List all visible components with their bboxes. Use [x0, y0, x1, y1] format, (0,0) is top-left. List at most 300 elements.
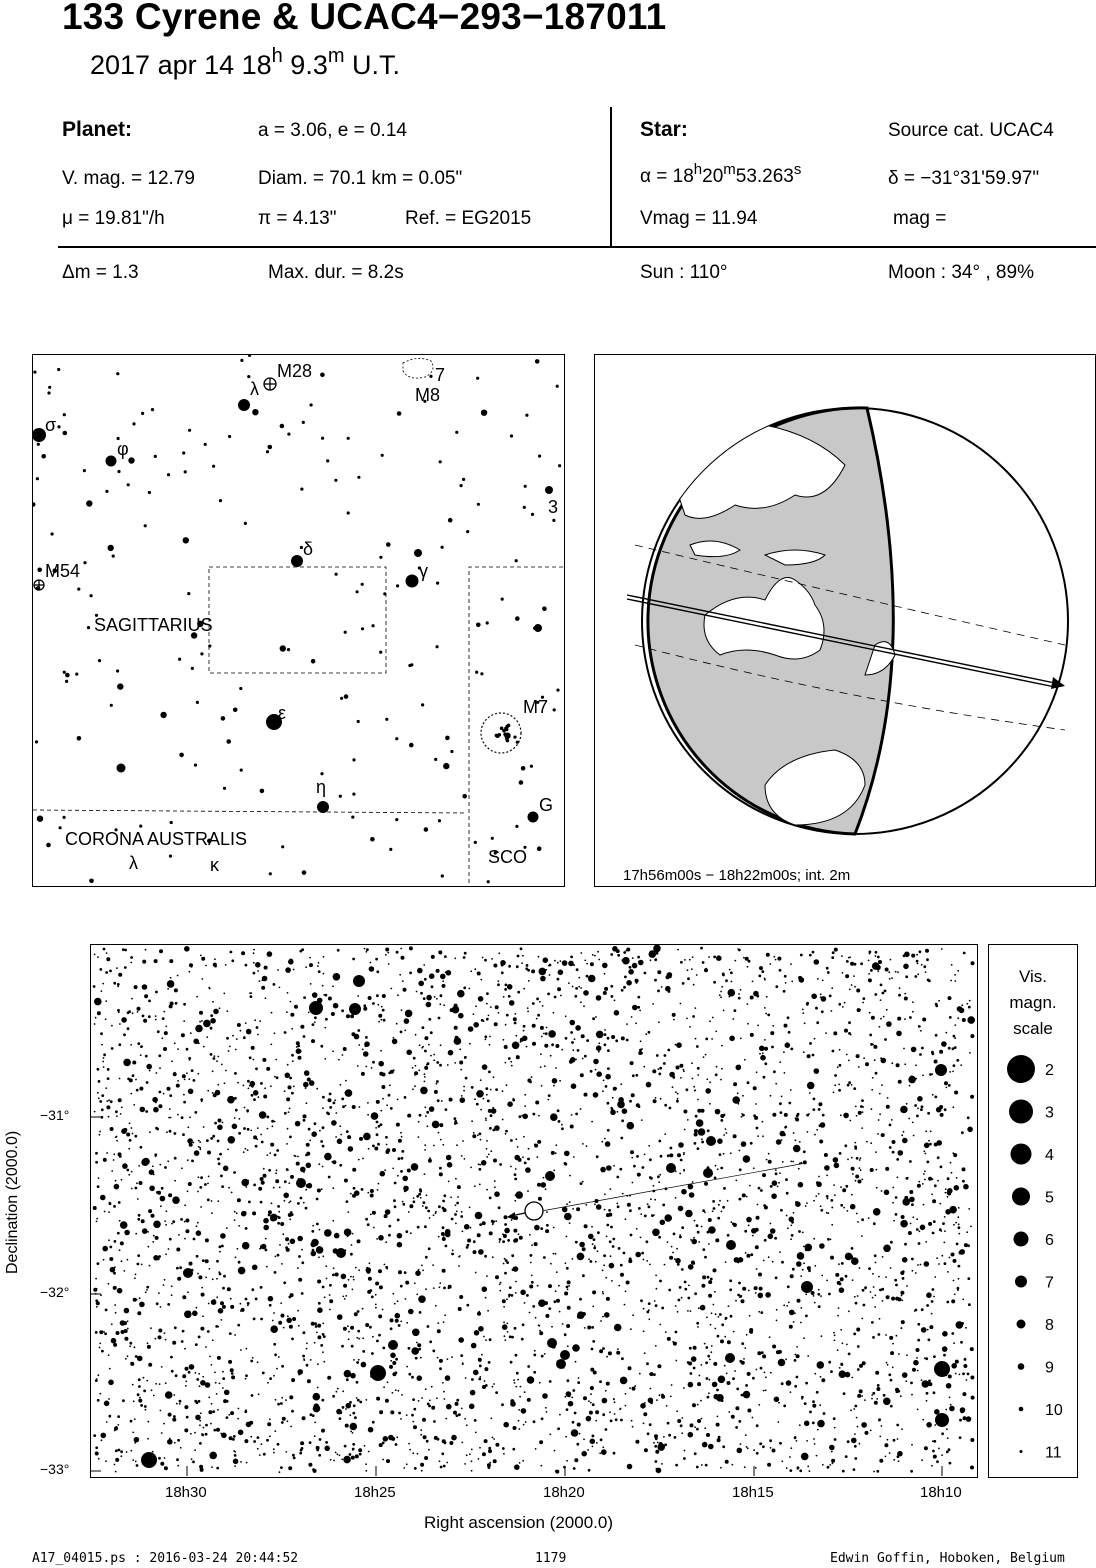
- field-star: [624, 976, 627, 979]
- field-star: [881, 1084, 883, 1086]
- field-star: [656, 1054, 659, 1057]
- field-star: [459, 1048, 461, 1050]
- field-star: [93, 1288, 97, 1292]
- field-star: [217, 1158, 220, 1161]
- field-star: [737, 1262, 739, 1264]
- field-star: [900, 1106, 908, 1114]
- field-star: [840, 1114, 842, 1116]
- field-star: [471, 1086, 474, 1089]
- field-star: [727, 1200, 729, 1202]
- field-star: [521, 1408, 527, 1414]
- field-star: [845, 1185, 848, 1188]
- field-star: [380, 1019, 382, 1021]
- field-star: [694, 1452, 697, 1455]
- field-star: [809, 1411, 812, 1414]
- field-star: [833, 1092, 835, 1094]
- field-star: [701, 1464, 703, 1466]
- field-star: [202, 1376, 204, 1378]
- field-star: [468, 1026, 474, 1032]
- field-star: [752, 981, 754, 983]
- field-star: [917, 1184, 921, 1188]
- field-star: [99, 1100, 102, 1103]
- field-star: [339, 1417, 342, 1420]
- field-star: [325, 1018, 328, 1021]
- field-star: [192, 1461, 195, 1464]
- field-star: [688, 1432, 694, 1438]
- field-star: [816, 1021, 819, 1024]
- field-star: [679, 1286, 682, 1289]
- finder-star: [515, 616, 520, 621]
- field-star: [546, 1411, 548, 1413]
- finder-star: [421, 703, 424, 706]
- field-star: [167, 1303, 170, 1306]
- field-star: [187, 1126, 189, 1128]
- field-star: [926, 958, 929, 961]
- field-star: [331, 1161, 333, 1163]
- finder-star: [108, 545, 114, 551]
- field-star: [602, 963, 608, 969]
- finder-star: [310, 403, 313, 406]
- field-star: [724, 1365, 726, 1367]
- field-star: [155, 1236, 159, 1240]
- field-star: [703, 1056, 705, 1058]
- field-star: [342, 1296, 344, 1298]
- field-star: [816, 1182, 822, 1188]
- field-star: [524, 1302, 526, 1304]
- field-star: [745, 957, 749, 961]
- field-star: [470, 1227, 472, 1229]
- field-star: [346, 1378, 349, 1381]
- field-star: [479, 1376, 481, 1378]
- field-star: [107, 1077, 110, 1080]
- field-star: [146, 1081, 149, 1084]
- field-star: [764, 1039, 766, 1041]
- field-star: [451, 1218, 454, 1221]
- field-star: [762, 1121, 764, 1123]
- field-star: [654, 1434, 658, 1438]
- field-star: [878, 1333, 881, 1336]
- field-star: [421, 1397, 423, 1399]
- field-star: [153, 1107, 159, 1113]
- finder-star: [112, 555, 115, 558]
- field-star: [458, 1013, 464, 1019]
- field-star: [231, 1375, 235, 1379]
- field-star: [664, 1443, 667, 1446]
- field-star: [295, 1121, 301, 1127]
- field-star: [862, 997, 865, 1000]
- field-star: [901, 1320, 905, 1324]
- field-star: [411, 1376, 414, 1379]
- field-star: [243, 1127, 246, 1130]
- field-star: [598, 959, 600, 961]
- field-star: [466, 1454, 468, 1456]
- field-star: [872, 1392, 875, 1395]
- field-star: [596, 1155, 599, 1158]
- field-star: [263, 1218, 269, 1224]
- field-star: [108, 1099, 110, 1101]
- finder-star: [344, 694, 349, 699]
- field-star: [675, 1091, 677, 1093]
- field-star: [361, 1072, 365, 1076]
- field-star: [234, 1451, 236, 1453]
- field-star: [568, 1401, 574, 1407]
- field-star: [234, 1334, 236, 1336]
- field-star: [675, 1197, 677, 1199]
- field-star: [649, 1264, 651, 1266]
- field-star: [246, 1348, 248, 1350]
- field-star: [802, 1009, 804, 1011]
- field-star: [390, 1318, 394, 1322]
- field-star: [413, 1057, 416, 1060]
- field-star: [804, 1402, 807, 1405]
- field-star: [267, 951, 273, 957]
- field-star: [455, 1178, 457, 1180]
- field-star: [875, 955, 877, 957]
- field-star: [595, 1420, 597, 1422]
- field-star: [862, 1289, 865, 1292]
- field-star: [95, 1452, 99, 1456]
- field-star: [376, 1133, 379, 1136]
- field-star: [701, 1418, 703, 1420]
- field-star: [483, 1098, 485, 1100]
- field-star: [105, 1309, 108, 1312]
- field-star: [322, 1107, 324, 1109]
- field-star: [595, 1261, 597, 1263]
- field-star: [737, 948, 739, 950]
- field-star: [954, 1091, 958, 1095]
- field-star: [834, 1084, 836, 1086]
- field-star: [752, 1377, 755, 1380]
- field-star: [946, 1383, 952, 1389]
- field-star: [912, 1001, 914, 1003]
- field-star: [947, 1192, 949, 1194]
- field-star: [425, 1206, 428, 1209]
- field-star: [539, 968, 547, 976]
- field-star: [272, 1320, 274, 1322]
- field-star: [783, 1304, 785, 1306]
- field-star: [169, 1238, 172, 1241]
- field-star: [428, 1405, 431, 1408]
- field-star: [903, 954, 906, 957]
- field-star: [191, 1069, 194, 1072]
- field-star: [519, 1462, 521, 1464]
- field-star: [159, 1383, 161, 1385]
- field-star: [408, 1309, 414, 1315]
- field-star: [764, 1062, 767, 1065]
- field-star: [446, 970, 452, 976]
- field-star: [602, 1291, 604, 1293]
- field-star: [248, 1201, 251, 1204]
- legend-title-2: magn.: [1009, 993, 1057, 1012]
- finder-star: [36, 477, 39, 480]
- field-star: [480, 1079, 482, 1081]
- field-star: [657, 1364, 661, 1368]
- field-star: [367, 1223, 370, 1226]
- field-star: [341, 1274, 347, 1280]
- field-star: [665, 1331, 667, 1333]
- field-star: [628, 1366, 632, 1370]
- field-star: [168, 1193, 172, 1197]
- field-star: [854, 1405, 857, 1408]
- field-star: [644, 1352, 646, 1354]
- field-star: [158, 1329, 162, 1333]
- field-bright-star: [556, 1359, 566, 1369]
- field-star: [876, 1169, 878, 1171]
- field-star: [519, 1115, 522, 1118]
- field-star: [904, 1243, 907, 1246]
- field-star: [159, 1164, 161, 1166]
- field-star: [138, 1385, 141, 1388]
- field-star: [317, 1363, 319, 1365]
- field-star: [189, 1117, 191, 1119]
- field-star: [423, 964, 425, 966]
- field-star: [718, 1316, 720, 1318]
- field-star: [572, 1258, 574, 1260]
- field-star: [429, 1106, 435, 1112]
- field-star: [941, 1454, 943, 1456]
- field-star: [735, 1300, 737, 1302]
- field-star: [876, 1470, 879, 1473]
- field-star: [426, 1064, 428, 1066]
- field-star: [339, 1454, 341, 1456]
- field-star: [776, 1309, 778, 1311]
- field-star: [442, 980, 444, 982]
- field-star: [576, 1443, 579, 1446]
- field-star: [547, 993, 550, 996]
- field-star: [845, 1275, 848, 1278]
- finder-star: [178, 658, 181, 661]
- field-star: [130, 1093, 132, 1095]
- field-star: [731, 1415, 735, 1419]
- field-star: [494, 1186, 496, 1188]
- field-star: [104, 1401, 110, 1407]
- field-star: [163, 1093, 165, 1095]
- field-star: [540, 1227, 543, 1230]
- field-star: [571, 1041, 574, 1044]
- field-star: [326, 1278, 328, 1280]
- field-star: [897, 1390, 900, 1393]
- field-star: [953, 1064, 956, 1067]
- field-star: [632, 1074, 635, 1077]
- field-star: [693, 984, 695, 986]
- field-star: [659, 1324, 661, 1326]
- field-star: [488, 1154, 490, 1156]
- field-star: [165, 1026, 167, 1028]
- field-star: [676, 1410, 678, 1412]
- field-star: [611, 1280, 613, 1282]
- field-star: [208, 1176, 210, 1178]
- field-star: [329, 1284, 332, 1287]
- field-star: [138, 1165, 140, 1167]
- field-star: [240, 1461, 242, 1463]
- field-star: [768, 1153, 770, 1155]
- field-star: [880, 999, 882, 1001]
- field-star: [847, 1210, 849, 1212]
- field-star: [437, 1357, 439, 1359]
- field-star: [320, 1045, 323, 1048]
- field-star: [747, 966, 749, 968]
- field-star: [536, 998, 539, 1001]
- field-star: [963, 1184, 969, 1190]
- field-star: [527, 969, 530, 972]
- field-star: [838, 1263, 840, 1265]
- field-star: [484, 1255, 487, 1258]
- field-star: [419, 1044, 421, 1046]
- field-star: [857, 1221, 859, 1223]
- field-star: [958, 1233, 960, 1235]
- field-star: [740, 1198, 742, 1200]
- field-star: [582, 1058, 584, 1060]
- field-star: [181, 1340, 184, 1343]
- field-star: [121, 1128, 127, 1134]
- field-star: [222, 1305, 226, 1309]
- field-star: [850, 962, 854, 966]
- field-star: [485, 1339, 487, 1341]
- field-star: [359, 1137, 363, 1141]
- field-star: [653, 1442, 655, 1444]
- field-star: [602, 1347, 605, 1350]
- field-star: [228, 1050, 230, 1052]
- field-star: [817, 1361, 825, 1369]
- field-star: [177, 975, 179, 977]
- field-star: [916, 1115, 919, 1118]
- field-star: [169, 1094, 172, 1097]
- field-star: [716, 1423, 720, 1427]
- field-star: [773, 1070, 776, 1073]
- field-star: [553, 1012, 555, 1014]
- field-star: [334, 1099, 336, 1101]
- field-star: [219, 1251, 221, 1253]
- field-star: [861, 1179, 863, 1181]
- field-star: [822, 1464, 824, 1466]
- field-star: [713, 956, 716, 959]
- field-star: [131, 1171, 133, 1173]
- field-star: [629, 1257, 632, 1260]
- field-star: [915, 1078, 917, 1080]
- field-star: [886, 1009, 888, 1011]
- field-star: [421, 1047, 423, 1049]
- field-star: [200, 1327, 204, 1331]
- field-star: [99, 1343, 101, 1345]
- field-star: [603, 1254, 606, 1257]
- field-star: [540, 1053, 542, 1055]
- info-divider-vertical: [610, 107, 612, 247]
- field-star: [311, 1083, 313, 1085]
- field-star: [646, 1362, 649, 1365]
- field-star: [322, 1096, 325, 1099]
- label-m8: M8: [415, 385, 441, 405]
- field-star: [819, 1243, 825, 1249]
- field-star: [801, 1453, 809, 1461]
- field-star: [433, 1214, 435, 1216]
- field-star: [578, 1377, 580, 1379]
- field-star: [891, 1062, 893, 1064]
- field-star: [232, 1124, 238, 1130]
- field-star: [964, 1358, 966, 1360]
- field-star: [430, 1055, 432, 1057]
- field-star: [925, 971, 927, 973]
- field-star: [643, 1066, 645, 1068]
- field-star: [477, 972, 481, 976]
- field-star: [322, 1333, 325, 1336]
- field-star: [580, 1108, 582, 1110]
- field-star: [155, 1019, 157, 1021]
- field-star: [928, 980, 931, 983]
- field-star: [959, 1436, 962, 1439]
- field-star: [764, 1047, 768, 1051]
- field-star: [814, 1068, 820, 1074]
- field-star: [303, 1202, 305, 1204]
- field-star: [520, 1386, 522, 1388]
- field-star: [510, 1166, 512, 1168]
- field-star: [553, 1085, 555, 1087]
- field-star: [944, 1081, 948, 1085]
- field-star: [473, 1240, 476, 1243]
- field-star: [890, 1379, 893, 1382]
- field-star: [897, 1176, 899, 1178]
- field-star: [936, 1460, 939, 1463]
- field-star: [322, 1126, 325, 1129]
- field-star: [650, 1198, 652, 1200]
- finder-star: [260, 789, 265, 794]
- field-star: [723, 1114, 726, 1117]
- field-star: [840, 1329, 842, 1331]
- field-star: [499, 1163, 502, 1166]
- field-star: [516, 1372, 519, 1375]
- field-star: [456, 1202, 459, 1205]
- field-star: [502, 1447, 505, 1450]
- field-star: [928, 1222, 932, 1226]
- field-star: [499, 1241, 501, 1243]
- field-star: [427, 1210, 430, 1213]
- finder-bright-star: [106, 456, 117, 467]
- field-star: [484, 1035, 487, 1038]
- field-star: [912, 1368, 916, 1372]
- field-star: [263, 1453, 266, 1456]
- globe-caption: 17h56m00s − 18h22m00s; int. 2m: [623, 867, 851, 884]
- field-star: [348, 1338, 350, 1340]
- field-star: [420, 1197, 422, 1199]
- field-star: [765, 1292, 771, 1298]
- field-star: [405, 1230, 408, 1233]
- field-star: [143, 1019, 147, 1023]
- field-star: [542, 1005, 544, 1007]
- field-star: [756, 1127, 759, 1130]
- field-star: [557, 1427, 560, 1430]
- field-star: [627, 1122, 635, 1130]
- field-star: [861, 1218, 864, 1221]
- field-star: [419, 1114, 422, 1117]
- finder-star: [233, 708, 238, 713]
- field-star: [542, 1393, 548, 1399]
- field-star: [456, 1399, 459, 1402]
- field-star: [113, 1205, 116, 1208]
- field-star: [113, 1343, 117, 1347]
- field-star: [656, 1288, 658, 1290]
- field-star: [228, 1360, 232, 1364]
- field-star: [593, 1371, 597, 1375]
- field-star: [939, 1228, 942, 1231]
- field-star: [310, 1242, 316, 1248]
- finder-star: [357, 720, 360, 723]
- field-star: [397, 1390, 399, 1392]
- legend-label-mag-6: 6: [1045, 1232, 1054, 1249]
- field-star: [871, 1394, 873, 1396]
- field-star: [305, 1087, 307, 1089]
- field-star: [706, 1078, 708, 1080]
- field-star: [900, 1220, 908, 1228]
- field-star: [660, 1098, 662, 1100]
